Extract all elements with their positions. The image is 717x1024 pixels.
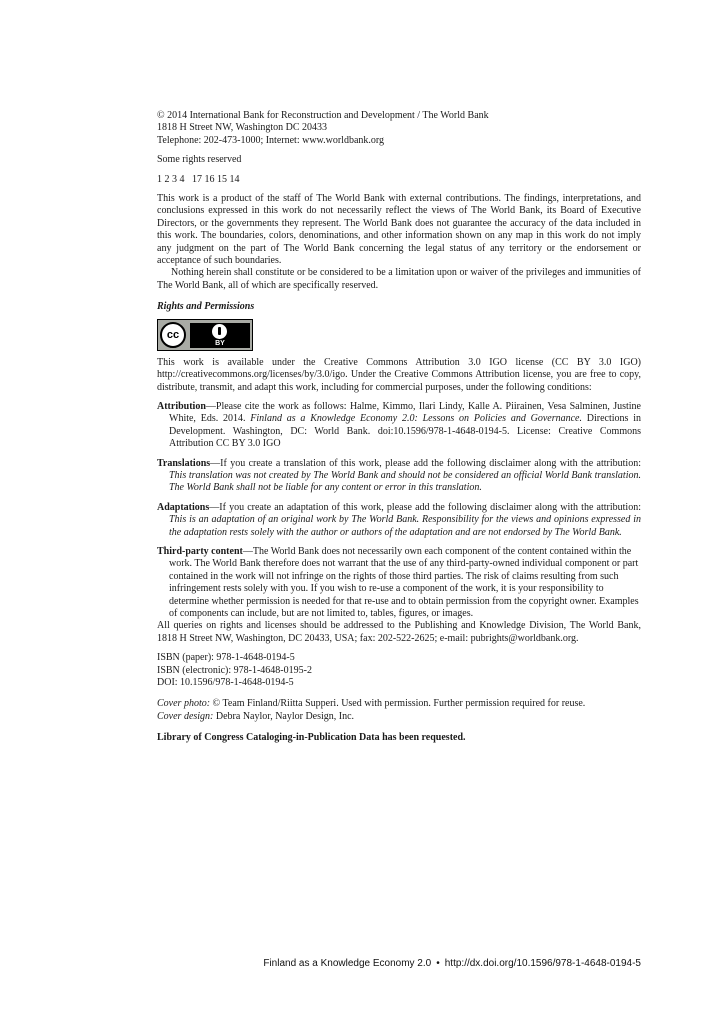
adaptations-condition	[157, 502, 641, 539]
cover-design-credit	[157, 711, 641, 723]
attribution-person-icon	[212, 324, 227, 339]
isbn-block	[157, 652, 641, 689]
page-footer	[263, 958, 641, 969]
contact-line: Telephone: 202-473-1000; Internet: www.worldbank.org	[157, 134, 385, 146]
footer-bullet: •	[436, 958, 440, 969]
third-party-label: Third-party content	[157, 545, 243, 557]
book-title: Finland as a Knowledge Economy 2.0: Lessons on Policies and Governance.	[250, 413, 582, 425]
privileges-paragraph: Nothing herein shall constitute or be considered to be a limitation upon or waiver of the privileges and immunities of The World Bank, all of which are specifically reserved.	[157, 267, 641, 291]
rights-reserved: Some rights reserved	[157, 154, 242, 166]
doi-line: DOI: 10.1596/978-1-4648-0194-5	[157, 677, 294, 689]
license-paragraph: This work is available under the Creative Commons Attribution 3.0 IGO license (CC BY 3.0 IGO) http://creativecommons.org/licenses/by/3.0/igo. Under the Creative Commons Attribution license, you are free to copy, distribute, transmit, and adapt this work, including for commercial purposes, under the following conditions:	[157, 356, 641, 393]
cover-credits	[157, 698, 641, 723]
adaptations-label: Adaptations	[157, 501, 210, 513]
copyright-line: © 2014 International Bank for Reconstruction and Development / The World Bank	[157, 110, 489, 121]
by-label: BY	[190, 339, 250, 348]
third-party-condition	[157, 546, 641, 620]
copyright-block	[157, 110, 641, 147]
cip-statement: Library of Congress Cataloging-in-Publication Data has been requested.	[157, 732, 466, 744]
attribution-text-end: Directions in Development. Washington, DC: World Bank. doi:10.1596/978-1-4648-0194-5. License: Creative Commons Attribution CC BY 3.0 IGO	[169, 413, 642, 450]
translations-text: —If you create a translation of this work, please add the following disclaimer along with the attribution:	[210, 457, 641, 469]
cover-design-label: Cover design:	[157, 710, 214, 722]
attribution-label: Attribution	[157, 400, 206, 412]
copyright-page	[157, 110, 641, 745]
attribution-text: —Please cite the work as follows: Halme, Kimmo, Ilari Lindy, Kalle A. Piirainen, Vesa Salminen, Justine White, Eds. 2014.	[169, 400, 641, 425]
rights-heading: Rights and Permissions	[157, 301, 255, 313]
translations-condition	[157, 458, 641, 495]
footer-book-title: Finland as a Knowledge Economy 2.0	[263, 958, 432, 969]
disclaimer-paragraph: This work is a product of the staff of The World Bank with external contributions. The findings, interpretations, and conclusions expressed in this work do not necessarily reflect the views of The World Bank, its Board of Executive Directors, or the governments they represent. The World Bank does not guarantee the accuracy of the data included in this work. The boundaries, colors, denominations, and other information shown on any map in this work do not imply any judgment on the part of The World Bank concerning the legal status of any territory or the endorsement or acceptance of such boundaries.	[157, 193, 641, 267]
cover-photo-credit	[157, 698, 641, 710]
third-party-text: —The World Bank does not necessarily own each component of the content contained within the work. The World Bank therefore does not warrant that the use of any third-party-owned individual component or part contained in the work will not infringe on the rights of those third parties. The risk of claims resulting from such infringement rests solely with you. If you wish to re-use a component of the work, it is your responsibility to determine whether permission is needed for that re-use and to obtain permission from the copyright owner. Examples of components can include, but are not limited to, tables, figures, or images.	[169, 545, 639, 619]
translations-disclaimer: This translation was not created by The World Bank and should not be considered an official World Bank translation. The World Bank shall not be liable for any content or error in this translation.	[169, 469, 641, 494]
cover-design-text: Debra Naylor, Naylor Design, Inc.	[213, 710, 355, 722]
isbn-paper: ISBN (paper): 978-1-4648-0194-5	[157, 652, 295, 664]
address-line: 1818 H Street NW, Washington DC 20433	[157, 122, 328, 134]
cover-photo-label: Cover photo:	[157, 698, 211, 710]
cover-photo-text: © Team Finland/Riitta Supperi. Used with permission. Further permission required for reuse.	[210, 698, 586, 710]
by-panel	[190, 323, 250, 348]
isbn-electronic: ISBN (electronic): 978-1-4648-0195-2	[157, 664, 312, 676]
translations-label: Translations	[157, 457, 211, 469]
printing-numbers: 1 2 3 4 17 16 15 14	[157, 173, 240, 185]
attribution-condition	[157, 401, 641, 451]
cc-icon: cc	[160, 322, 186, 348]
footer-doi-link[interactable]: http://dx.doi.org/10.1596/978-1-4648-0194-5	[444, 958, 641, 969]
queries-paragraph: All queries on rights and licenses should be addressed to the Publishing and Knowledge Division, The World Bank, 1818 H Street NW, Washington, DC 20433, USA; fax: 202-522-2625; e-mail: pubrights@worldbank.org.	[157, 620, 641, 644]
cc-by-license-badge[interactable]	[157, 319, 253, 351]
adaptations-disclaimer: This is an adaptation of an original work by The World Bank. Responsibility for the views and opinions expressed in the adaptation rests solely with the author or authors of the adaptation and are not endorsed by The World Bank.	[169, 514, 641, 538]
adaptations-text: —If you create an adaptation of this work, please add the following disclaimer along with the attribution:	[209, 501, 641, 513]
